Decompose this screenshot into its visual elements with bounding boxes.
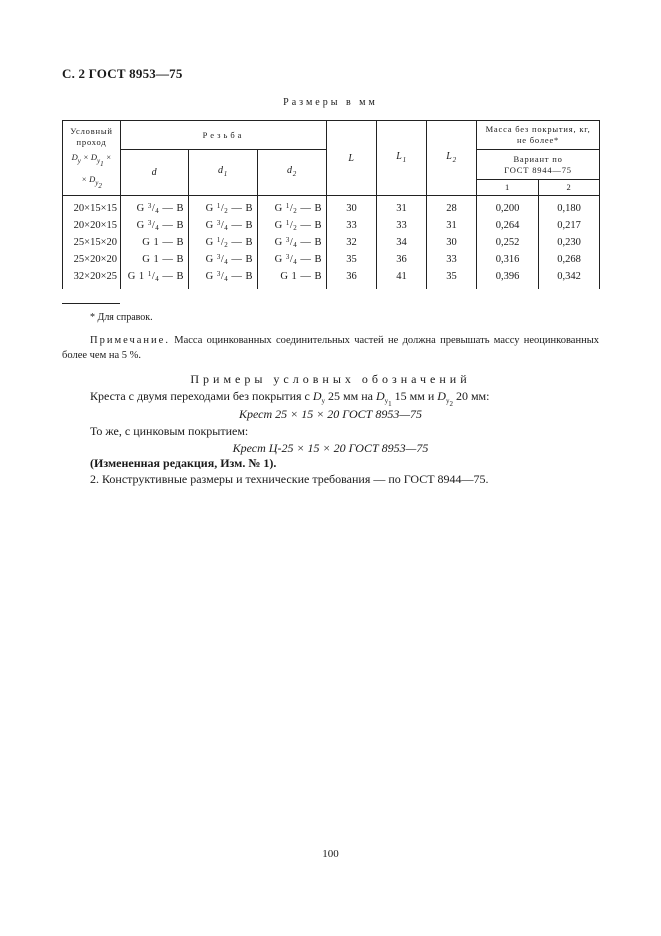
- page-number: 100: [322, 848, 339, 860]
- cell-L2: 30: [427, 234, 477, 251]
- header-thread: Резьба: [121, 121, 327, 150]
- cell-L: 30: [327, 196, 377, 218]
- cell-mass-v2: 0,180: [539, 196, 600, 218]
- cell-L1: 31: [377, 196, 427, 218]
- cell-L1: 36: [377, 251, 427, 268]
- example-1-designation: Крест 25 × 15 × 20 ГОСТ 8953—75: [238, 407, 422, 421]
- cell-L1: 34: [377, 234, 427, 251]
- table-row: [63, 234, 600, 251]
- cell-mass-v1: 0,396: [477, 268, 539, 289]
- cell-L: 33: [327, 217, 377, 234]
- examples-title: Примеры условных обозначений: [190, 372, 471, 386]
- amendment: (Измененная редакция, Изм. № 1).: [90, 456, 277, 470]
- cell-thread-d2: G $^1$/2 — B: [258, 196, 327, 218]
- header-L: L: [327, 121, 377, 196]
- table-caption: Размеры в мм: [283, 97, 378, 108]
- cell-L: 32: [327, 234, 377, 251]
- item-2: 2. Конструктивные размеры и технические требования — по ГОСТ 8944—75.: [90, 472, 489, 486]
- dimensions-table: [62, 120, 600, 289]
- cell-L2: 28: [427, 196, 477, 218]
- header-nominal-bore: Условный проход $D_y \times D_{y_1}$ × × $D_{y_2}$: [63, 121, 121, 196]
- cell-thread-d2: G 1 — B: [258, 268, 327, 289]
- header-d2: $d_2$: [258, 150, 327, 196]
- cell-nominal-bore: 25×20×20: [63, 251, 121, 268]
- cell-mass-v1: 0,264: [477, 217, 539, 234]
- note-text: Масса оцинкованных соединительных частей не должна превышать массу неоцинкованных более чем на 5 %.: [62, 335, 599, 361]
- header-variant: Вариант по ГОСТ 8944—75: [477, 150, 600, 180]
- cell-L1: 41: [377, 268, 427, 289]
- cell-thread-d: G 1 — B: [121, 251, 189, 268]
- header-variant-1: 1: [477, 180, 539, 196]
- header-L2: $L_2$: [427, 121, 477, 196]
- footnote-divider: [62, 303, 120, 304]
- cell-mass-v1: 0,252: [477, 234, 539, 251]
- cell-thread-d: G $^3$/4 — B: [121, 196, 189, 218]
- cell-L2: 33: [427, 251, 477, 268]
- table-body: [63, 196, 600, 290]
- footnote: * Для справок.: [90, 312, 153, 323]
- cell-thread-d: G 1 — B: [121, 234, 189, 251]
- cell-L1: 33: [377, 217, 427, 234]
- cell-nominal-bore: 25×15×20: [63, 234, 121, 251]
- header-d1: $d_1$: [189, 150, 258, 196]
- cell-thread-d: G 1 $^1$/4 — B: [121, 268, 189, 289]
- cell-thread-d1: G $^3$/4 — B: [189, 268, 258, 289]
- cell-L: 36: [327, 268, 377, 289]
- table-row: [63, 217, 600, 234]
- page-header: С. 2 ГОСТ 8953—75: [62, 66, 183, 81]
- header-L1: $L_1$: [377, 121, 427, 196]
- cell-thread-d: G $^3$/4 — B: [121, 217, 189, 234]
- cell-nominal-bore: 20×15×15: [63, 196, 121, 218]
- cell-L2: 35: [427, 268, 477, 289]
- cell-thread-d1: G $^3$/4 — B: [189, 251, 258, 268]
- header-variant-2: 2: [539, 180, 600, 196]
- cell-thread-d1: G $^3$/4 — B: [189, 217, 258, 234]
- header-d: d: [121, 150, 189, 196]
- cell-thread-d2: G $^1$/2 — B: [258, 217, 327, 234]
- table-row: [63, 196, 600, 218]
- cell-nominal-bore: 20×20×15: [63, 217, 121, 234]
- header-mass: Масса без покрытия, кг, не более*: [477, 121, 600, 150]
- example-1-text: Креста с двумя переходами без покрытия с $D_y$ 25 мм на $D_{y_1}$ 15 мм и $D_{y_2}$ 20 мм:: [90, 389, 490, 408]
- cell-thread-d2: G $^3$/4 — B: [258, 251, 327, 268]
- cell-mass-v2: 0,268: [539, 251, 600, 268]
- cell-mass-v2: 0,217: [539, 217, 600, 234]
- cell-thread-d2: G $^3$/4 — B: [258, 234, 327, 251]
- note: [62, 333, 599, 363]
- table-row: [63, 268, 600, 289]
- cell-mass-v2: 0,230: [539, 234, 600, 251]
- table-row: [63, 251, 600, 268]
- cell-thread-d1: G $^1$/2 — B: [189, 234, 258, 251]
- cell-mass-v2: 0,342: [539, 268, 600, 289]
- cell-nominal-bore: 32×20×25: [63, 268, 121, 289]
- cell-thread-d1: G $^1$/2 — B: [189, 196, 258, 218]
- note-label: Примечание.: [90, 335, 170, 346]
- cell-L: 35: [327, 251, 377, 268]
- example-2-text: То же, с цинковым покрытием:: [90, 424, 249, 438]
- cell-mass-v1: 0,200: [477, 196, 539, 218]
- cell-mass-v1: 0,316: [477, 251, 539, 268]
- cell-L2: 31: [427, 217, 477, 234]
- example-2-designation: Крест Ц-25 × 15 × 20 ГОСТ 8953—75: [232, 441, 429, 455]
